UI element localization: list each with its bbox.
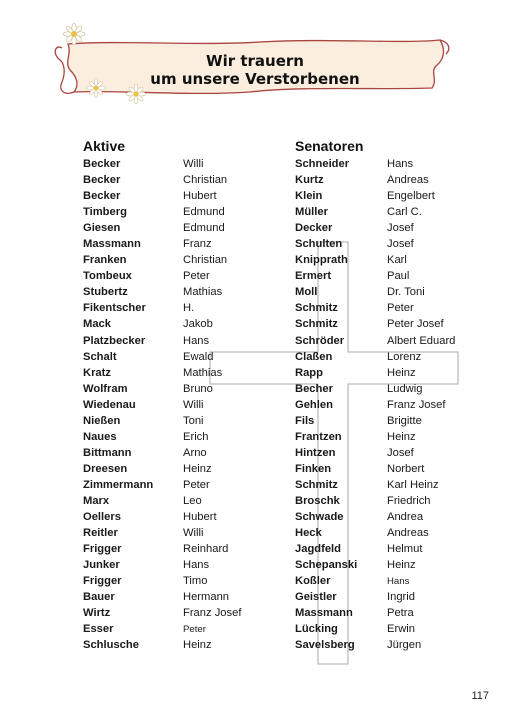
daisy-icon — [63, 23, 85, 45]
list-item — [83, 268, 241, 284]
member-given-name: Albert Eduard — [387, 334, 456, 347]
member-surname: Wiedenau — [83, 398, 136, 411]
member-given-name: Willi — [183, 158, 204, 171]
list-item — [83, 365, 241, 381]
member-surname: Wirtz — [83, 607, 111, 620]
senators-column — [295, 136, 455, 653]
list-item — [295, 172, 455, 188]
member-given-name: Carl C. — [387, 206, 422, 219]
member-surname: Schalt — [83, 350, 117, 363]
member-surname: Jagdfeld — [295, 543, 342, 556]
member-given-name: Christian — [183, 254, 228, 267]
member-surname: Frantzen — [295, 430, 342, 443]
member-given-name: Dr. Toni — [387, 286, 425, 299]
member-surname: Dreesen — [83, 462, 128, 475]
active-list — [83, 156, 241, 653]
member-given-name: Erwin — [387, 623, 415, 636]
banner-title-line1: Wir trauern — [206, 52, 304, 70]
member-surname: Fils — [295, 414, 315, 427]
list-item — [83, 525, 241, 541]
member-surname: Timberg — [83, 206, 127, 219]
active-column — [83, 136, 241, 653]
member-given-name: Hans — [387, 575, 410, 587]
active-heading: Aktive — [83, 138, 126, 154]
memorial-banner — [0, 0, 507, 110]
list-item — [83, 541, 241, 557]
member-given-name: Norbert — [387, 462, 425, 475]
member-surname: Becker — [83, 174, 121, 187]
member-surname: Broschk — [295, 495, 340, 507]
member-surname: Schröder — [295, 334, 345, 347]
member-given-name: Peter Josef — [387, 318, 444, 331]
member-surname: Gehlen — [295, 398, 333, 411]
list-item — [83, 349, 241, 365]
member-given-name: Josef — [387, 238, 414, 251]
list-item — [83, 381, 241, 397]
list-item — [83, 461, 241, 477]
list-item — [295, 349, 455, 365]
list-item — [295, 621, 455, 637]
list-item — [83, 621, 241, 637]
member-surname: Ermert — [295, 270, 332, 283]
list-item — [83, 172, 241, 188]
member-surname: Kurtz — [295, 174, 324, 187]
senators-heading: Senatoren — [295, 138, 364, 154]
list-item — [295, 445, 455, 461]
member-surname: Klein — [295, 190, 323, 203]
list-item — [295, 268, 455, 284]
member-surname: Naues — [83, 430, 117, 443]
member-surname: Schmitz — [295, 302, 338, 315]
member-surname: Claßen — [295, 350, 333, 363]
member-given-name: Engelbert — [387, 190, 435, 203]
list-item — [295, 477, 455, 493]
list-item — [83, 509, 241, 525]
list-item — [295, 637, 455, 653]
member-surname: Decker — [295, 222, 333, 235]
list-item — [295, 333, 455, 349]
member-surname: Oellers — [83, 511, 121, 524]
member-surname: Becker — [83, 190, 121, 203]
member-surname: Schlusche — [83, 639, 139, 652]
member-given-name: Franz Josef — [183, 607, 242, 620]
list-item — [83, 316, 241, 332]
member-surname: Bauer — [83, 591, 115, 604]
member-surname: Junker — [83, 559, 120, 572]
member-surname: Koßler — [295, 575, 331, 588]
list-item — [295, 509, 455, 525]
list-item — [83, 220, 241, 236]
member-given-name: Hans — [183, 559, 210, 572]
member-surname: Tombeux — [83, 270, 132, 283]
member-given-name: Timo — [183, 575, 208, 588]
list-item — [83, 605, 241, 621]
member-given-name: Franz Josef — [387, 398, 446, 411]
member-given-name: Ingrid — [387, 591, 415, 604]
member-given-name: Josef — [387, 222, 414, 235]
list-item — [83, 429, 241, 445]
member-given-name: Leo — [183, 495, 202, 507]
member-surname: Schmitz — [295, 318, 338, 331]
member-given-name: Karl Heinz — [387, 478, 439, 491]
member-surname: Schneider — [295, 158, 350, 171]
member-given-name: Hubert — [183, 511, 217, 524]
member-surname: Platzbecker — [83, 334, 146, 347]
member-surname: Heck — [295, 527, 322, 540]
member-given-name: Reinhard — [183, 543, 229, 556]
list-item — [295, 461, 455, 477]
member-given-name: Hermann — [183, 591, 230, 604]
list-item — [295, 188, 455, 204]
member-given-name: Friedrich — [387, 495, 431, 507]
member-given-name: Josef — [387, 446, 414, 459]
list-item — [295, 284, 455, 300]
member-surname: Schulten — [295, 238, 343, 251]
member-surname: Wolfram — [83, 382, 128, 395]
member-surname: Kratz — [83, 366, 111, 379]
list-item — [83, 573, 241, 589]
member-surname: Schmitz — [295, 478, 338, 491]
list-item — [295, 220, 455, 236]
list-item — [83, 589, 241, 605]
list-item — [83, 637, 241, 653]
member-given-name: Mathias — [183, 286, 223, 299]
list-item — [83, 188, 241, 204]
member-surname: Hintzen — [295, 446, 336, 459]
member-surname: Schepanski — [295, 559, 358, 572]
list-item — [295, 316, 455, 332]
member-given-name: Willi — [183, 398, 204, 411]
member-surname: Lücking — [295, 623, 338, 636]
member-given-name: Arno — [183, 446, 207, 459]
member-surname: Marx — [83, 495, 110, 507]
member-given-name: Heinz — [183, 462, 212, 475]
member-given-name: Hans — [183, 334, 210, 347]
member-surname: Franken — [83, 254, 127, 267]
member-given-name: Franz — [183, 238, 212, 251]
member-given-name: Heinz — [387, 430, 416, 443]
member-surname: Fikentscher — [83, 302, 146, 315]
member-given-name: Hans — [387, 158, 414, 171]
member-given-name: Peter — [387, 302, 414, 315]
list-item — [295, 525, 455, 541]
list-item — [83, 557, 241, 573]
member-surname: Esser — [83, 623, 114, 636]
list-item — [295, 252, 455, 268]
list-item — [295, 589, 455, 605]
member-given-name: Willi — [183, 527, 204, 540]
member-surname: Rapp — [295, 366, 323, 379]
member-surname: Massmann — [83, 238, 141, 251]
list-item — [83, 284, 241, 300]
member-given-name: Andreas — [387, 527, 429, 540]
banner-title-line2: um unsere Verstorbenen — [150, 70, 360, 88]
list-item — [295, 429, 455, 445]
member-surname: Massmann — [295, 607, 353, 620]
senators-list — [295, 156, 455, 653]
member-surname: Nießen — [83, 414, 121, 427]
list-item — [295, 413, 455, 429]
member-given-name: Ewald — [183, 350, 214, 363]
list-item — [295, 156, 455, 172]
member-given-name: H. — [183, 302, 195, 315]
list-item — [295, 365, 455, 381]
list-item — [295, 381, 455, 397]
list-item — [295, 204, 455, 220]
member-surname: Moll — [295, 286, 318, 299]
member-surname: Geistler — [295, 591, 337, 604]
member-given-name: Andrea — [387, 511, 424, 524]
member-given-name: Hubert — [183, 190, 217, 203]
list-item — [295, 300, 455, 316]
member-given-name: Mathias — [183, 366, 223, 379]
member-surname: Reitler — [83, 527, 118, 540]
member-given-name: Jakob — [183, 318, 213, 331]
list-item — [295, 541, 455, 557]
member-given-name: Paul — [387, 270, 410, 283]
member-surname: Becker — [83, 158, 121, 171]
member-given-name: Toni — [183, 414, 204, 427]
member-surname: Frigger — [83, 543, 122, 556]
member-surname: Giesen — [83, 222, 121, 235]
list-item — [83, 333, 241, 349]
member-surname: Savelsberg — [295, 639, 355, 652]
member-given-name: Heinz — [387, 366, 416, 379]
member-surname: Zimmermann — [83, 478, 154, 491]
member-given-name: Christian — [183, 174, 228, 187]
member-surname: Knipprath — [295, 254, 348, 267]
member-surname: Schwade — [295, 511, 344, 524]
member-given-name: Heinz — [387, 559, 416, 572]
member-given-name: Peter — [183, 623, 206, 635]
member-given-name: Lorenz — [387, 350, 422, 363]
list-item — [83, 445, 241, 461]
list-item — [83, 300, 241, 316]
list-item — [83, 156, 241, 172]
member-given-name: Helmut — [387, 543, 423, 556]
page-number: 117 — [471, 690, 489, 702]
member-given-name: Jürgen — [387, 639, 422, 652]
list-item — [83, 397, 241, 413]
list-item — [295, 397, 455, 413]
member-given-name: Ludwig — [387, 382, 423, 395]
member-surname: Finken — [295, 462, 332, 475]
member-given-name: Petra — [387, 607, 414, 620]
member-surname: Frigger — [83, 575, 122, 588]
member-given-name: Erich — [183, 430, 209, 443]
list-item — [83, 204, 241, 220]
member-given-name: Peter — [183, 270, 210, 283]
member-given-name: Brigitte — [387, 414, 422, 427]
member-given-name: Peter — [183, 478, 210, 491]
list-item — [295, 236, 455, 252]
list-item — [83, 236, 241, 252]
list-item — [83, 477, 241, 493]
member-surname: Becher — [295, 382, 333, 395]
list-item — [295, 605, 455, 621]
member-surname: Stubertz — [83, 286, 128, 299]
list-item — [83, 493, 241, 509]
list-item — [83, 413, 241, 429]
member-given-name: Andreas — [387, 174, 429, 187]
list-item — [295, 493, 455, 509]
list-item — [295, 573, 455, 589]
member-given-name: Karl — [387, 254, 407, 267]
member-surname: Mack — [83, 318, 111, 331]
list-item — [295, 557, 455, 573]
member-surname: Bittmann — [83, 446, 132, 459]
member-surname: Müller — [295, 206, 328, 219]
member-given-name: Edmund — [183, 206, 225, 219]
list-item — [83, 252, 241, 268]
member-given-name: Heinz — [183, 639, 212, 652]
member-given-name: Edmund — [183, 222, 225, 235]
member-given-name: Bruno — [183, 382, 213, 395]
